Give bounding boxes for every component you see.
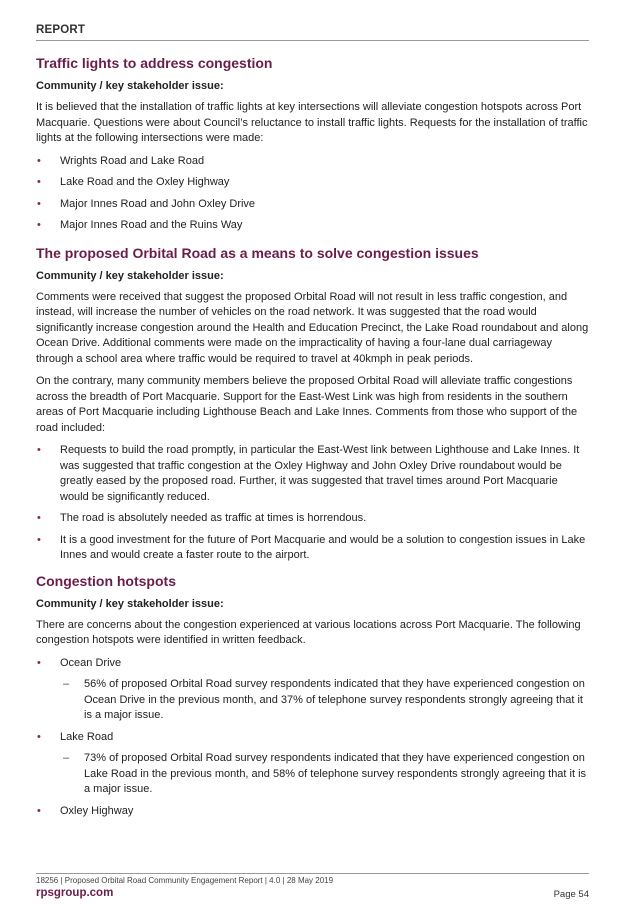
bullet-icon: •: [37, 512, 41, 524]
hotspot-detail-text: 73% of proposed Orbital Road survey respondents indicated that they have experienced congestion on Lake Road in the previous month, and 58% of telephone survey respondents strongly agreeing that it is a major issue.: [84, 752, 587, 795]
list-item-text: Major Innes Road and John Oxley Drive: [60, 197, 256, 210]
bullet-icon: •: [37, 533, 41, 546]
hotspot-item: [36, 804, 589, 820]
section-orbital-road: [36, 244, 589, 564]
bullet-icon: •: [37, 219, 41, 231]
hotspot-name: Lake Road: [60, 730, 114, 743]
dash-icon: –: [63, 678, 70, 690]
bullet-icon: •: [37, 176, 41, 188]
dash-icon: –: [63, 752, 70, 764]
list-item: [36, 154, 589, 170]
section-heading: Traffic lights to address congestion: [36, 55, 273, 71]
bullet-icon: •: [37, 197, 41, 210]
paragraph: It is believed that the installation of traffic lights at key intersections will alleviate congestion hotspots across Port Macquarie. Questions were about Council’s reluctance to install traffic lights. Requests for the installation of traffic lights at the following intersections were made:: [36, 101, 588, 144]
page-number: Page 54: [553, 889, 589, 900]
intersection-list: [36, 154, 589, 234]
section-subheading: Community / key stakeholder issue:: [36, 269, 224, 282]
list-item-text: Lake Road and the Oxley Highway: [60, 176, 230, 188]
list-item: [36, 175, 589, 191]
hotspot-detail: [60, 751, 589, 798]
footer-document-info: 18256 | Proposed Orbital Road Community Engagement Report | 4.0 | 28 May 2019: [36, 876, 334, 885]
list-item-text: Major Innes Road and the Ruins Way: [60, 219, 243, 231]
bullet-icon: •: [37, 154, 41, 167]
hotspot-item: [36, 730, 589, 798]
list-item-text: The road is absolutely needed as traffic at times is horrendous.: [60, 512, 367, 524]
section-congestion-hotspots: [36, 572, 589, 820]
list-item-text: Wrights Road and Lake Road: [60, 154, 205, 167]
bullet-icon: •: [37, 804, 41, 817]
report-page: [36, 0, 589, 906]
hotspot-item: [36, 656, 589, 724]
hotspot-detail: [60, 677, 589, 724]
footer-divider: [36, 873, 589, 874]
hotspot-detail-list: [60, 751, 589, 798]
hotspot-name: Ocean Drive: [60, 656, 122, 669]
bullet-icon: •: [37, 656, 41, 669]
list-item-text: It is a good investment for the future of Port Macquarie and would be a solution to congestion issues in Lake Innes and would create a faster route to the airport.: [60, 533, 586, 561]
section-heading: The proposed Orbital Road as a means to solve congestion issues: [36, 244, 479, 261]
paragraph: There are concerns about the congestion experienced at various locations across Port Macquarie. The following congestion hotspots were identified in written feedback.: [36, 618, 581, 646]
list-item: [36, 533, 589, 564]
support-comments-list: [36, 443, 589, 564]
page-content: [36, 54, 589, 825]
section-heading: Congestion hotspots: [36, 572, 176, 589]
section-traffic-lights: [36, 54, 589, 234]
bullet-icon: •: [37, 730, 41, 743]
list-item: [36, 218, 589, 234]
hotspot-detail-list: [60, 677, 589, 724]
hotspot-detail-text: 56% of proposed Orbital Road survey respondents indicated that they have experienced congestion on Ocean Drive in the previous month, and 37% of telephone survey respondents strongly agreeing that it is a major issue.: [84, 678, 585, 721]
bullet-icon: •: [37, 444, 41, 456]
footer-website: rpsgroup.com: [36, 887, 114, 899]
list-item: [36, 511, 589, 527]
paragraph: On the contrary, many community members believe the proposed Orbital Road will alleviate traffic congestions across the breadth of Port Macquarie. Support for the East-West Link was high from residents in the southern areas of Port Macquarie including Lighthouse Beach and Lake Innes. Comments from those who support of the road included:: [36, 375, 578, 434]
section-subheading: Community / key stakeholder issue:: [36, 597, 224, 610]
hotspot-name: Oxley Highway: [60, 804, 134, 817]
hotspot-list: [36, 656, 589, 820]
list-item: [36, 197, 589, 213]
page-header: REPORT: [36, 24, 589, 41]
list-item-text: Requests to build the road promptly, in particular the East-West link between Lighthouse and Lake Innes. It was suggested that traffic congestion at the Oxley Highway and John Oxley Drive roundabout would be greatly eased by the proposed road. Further, it was suggested that travel times around Port Macquarie would be significantly reduced.: [60, 444, 580, 503]
list-item: [36, 443, 589, 505]
paragraph: Comments were received that suggest the proposed Orbital Road will not result in less traffic congestion, and instead, will increase the number of vehicles on the road network. It was suggested that the road would significantly increase congestion around the Health and Education Precinct, the Lake Road roundabout and along Ocean Drive. Additional comments were made on the impracticality of having a four-lane dual carriageway through a school area where traffic would be required to travel at 40kmph in peak periods.: [36, 290, 589, 365]
section-subheading: Community / key stakeholder issue:: [36, 80, 224, 92]
